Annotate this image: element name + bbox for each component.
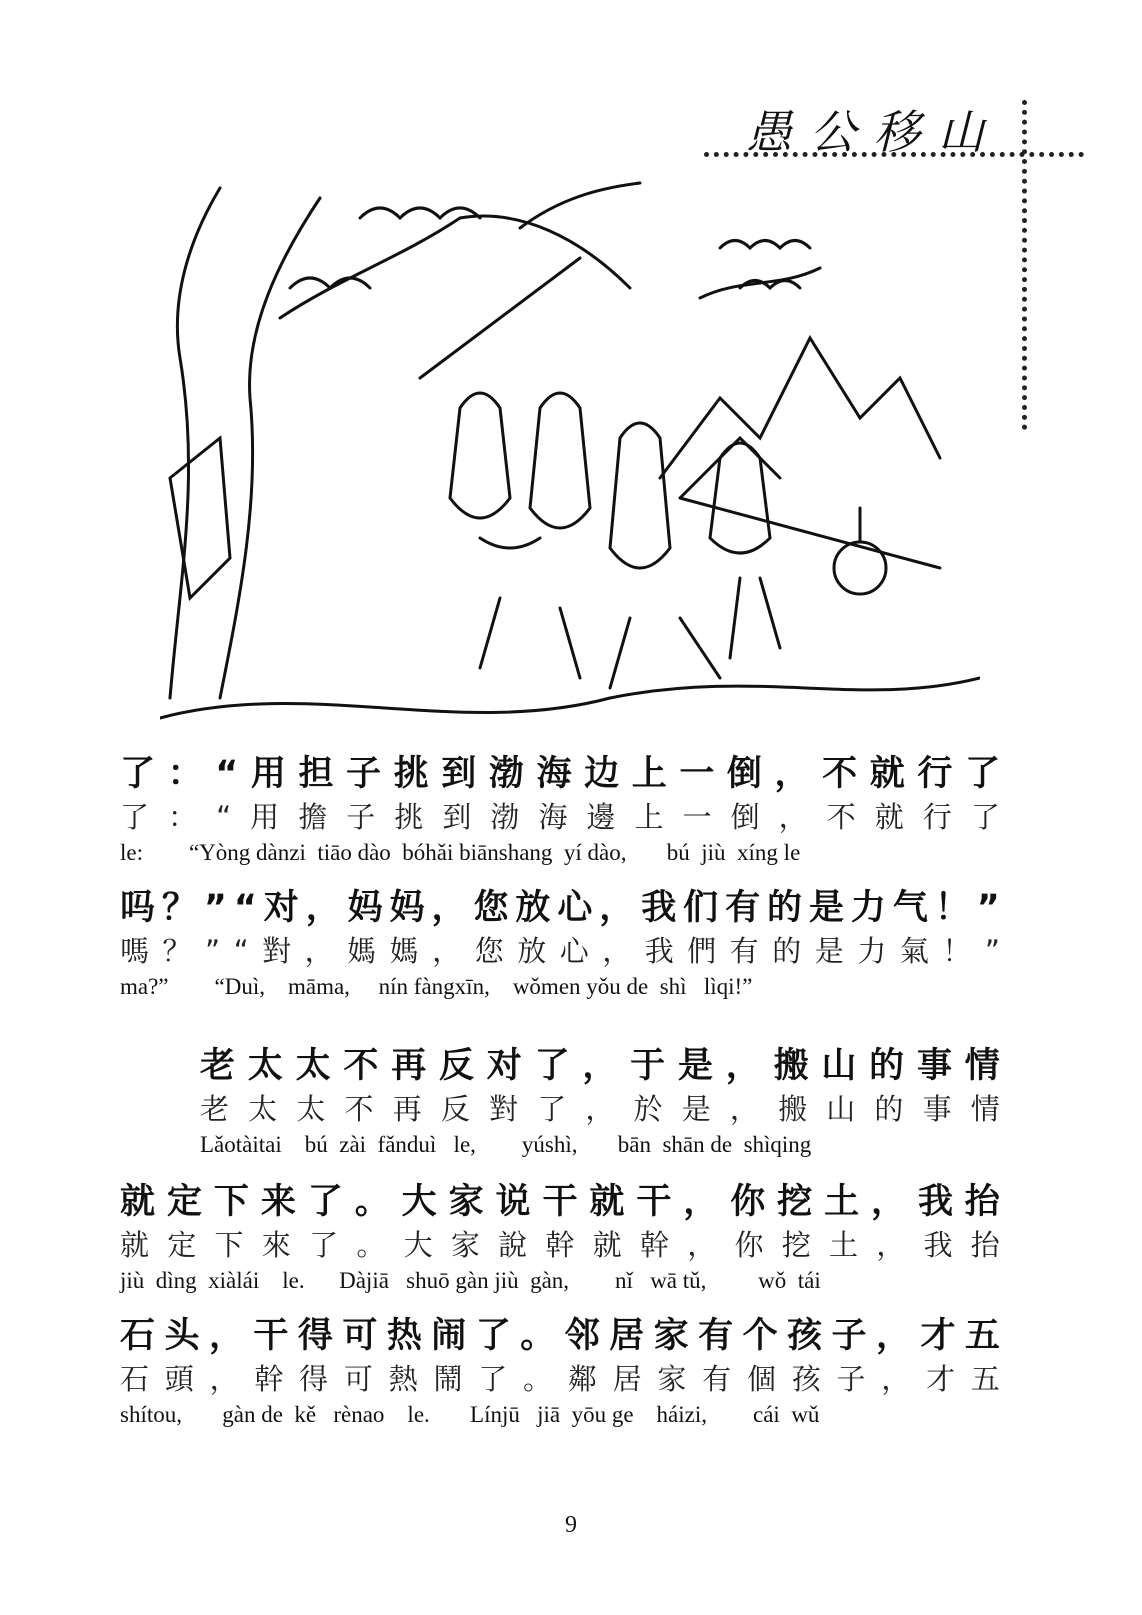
text-simplified-line xyxy=(120,886,1000,930)
text-traditional-line xyxy=(200,1090,1000,1128)
hanzi-char: 事 xyxy=(922,1092,952,1126)
hanzi-char: “ xyxy=(216,800,232,834)
hanzi-char: 我 xyxy=(641,888,677,928)
hanzi-char: 的 xyxy=(767,888,803,928)
hanzi-char: 行 xyxy=(917,754,953,794)
hanzi-char: 得 xyxy=(299,1362,329,1396)
hanzi-char: 有 xyxy=(698,1316,734,1356)
hanzi-char: 挖 xyxy=(777,1182,813,1222)
hanzi-char: 是 xyxy=(808,888,844,928)
hanzi-char: 氣 xyxy=(899,934,929,968)
hanzi-char: 海 xyxy=(536,754,572,794)
hanzi-char: 老 xyxy=(200,1046,236,1086)
hanzi-char: 干 xyxy=(542,1182,578,1222)
hanzi-char: 情 xyxy=(964,1046,1000,1086)
hanzi-char: ， xyxy=(432,934,462,968)
hanzi-char: ， xyxy=(431,888,467,928)
hanzi-char: 闹 xyxy=(431,1316,467,1356)
hanzi-char: 用 xyxy=(250,800,280,834)
hanzi-char: 山 xyxy=(826,1092,856,1126)
hanzi-char: 個 xyxy=(746,1362,776,1396)
hanzi-char: ， xyxy=(871,1182,907,1222)
hanzi-char: ， xyxy=(729,1092,759,1126)
hanzi-char: 。 xyxy=(520,1316,556,1356)
hanzi-char: ， xyxy=(305,888,341,928)
hanzi-char: 一 xyxy=(682,800,712,834)
hanzi-char: 是 xyxy=(677,1046,713,1086)
hanzi-char: 子 xyxy=(836,1362,866,1396)
hanzi-char: 嗎 xyxy=(120,934,150,968)
text-pinyin-line: jiù dìng xiàlái le. Dàjiā shuō gàn jiù gàn, nǐ wā tǔ, wǒ tái xyxy=(120,1268,821,1293)
hanzi-char: 就 xyxy=(120,1182,156,1222)
hanzi-char: 幹 xyxy=(545,1228,575,1262)
hanzi-char: 力 xyxy=(850,888,886,928)
hanzi-char: 家 xyxy=(657,1362,687,1396)
hanzi-char: 鄰 xyxy=(567,1362,597,1396)
text-traditional-line xyxy=(120,798,1000,836)
hanzi-char: 媽 xyxy=(389,934,419,968)
hanzi-char: 對 xyxy=(262,934,292,968)
hanzi-char: 妈 xyxy=(347,888,383,928)
hanzi-char: 定 xyxy=(166,1182,202,1222)
hanzi-char: 了 xyxy=(970,800,1000,834)
hanzi-char: 居 xyxy=(609,1316,645,1356)
hanzi-char: ， xyxy=(725,1046,761,1086)
hanzi-char: 一 xyxy=(679,754,715,794)
hanzi-char: 鬧 xyxy=(433,1362,463,1396)
hanzi-char: 不 xyxy=(826,800,856,834)
hanzi-char: 到 xyxy=(441,754,477,794)
hanzi-char: 五 xyxy=(964,1316,1000,1356)
hanzi-char: 了 xyxy=(478,1362,508,1396)
page-title: 愚公移山 xyxy=(746,105,1002,159)
hanzi-char: ， xyxy=(602,934,632,968)
text-simplified-line xyxy=(120,1314,1000,1358)
hanzi-char: 反 xyxy=(438,1046,474,1086)
hanzi-char: 熱 xyxy=(388,1362,418,1396)
hanzi-char: 我 xyxy=(923,1228,953,1262)
text-simplified-line xyxy=(200,1044,1000,1088)
hanzi-char: 了 xyxy=(120,754,156,794)
text-pinyin-line: shítou, gàn de kě rènao le. Línjū jiā yōu ge háizi, cái wǔ xyxy=(120,1402,820,1427)
text-traditional-line xyxy=(120,932,1000,970)
hanzi-char: 你 xyxy=(730,1182,766,1222)
hanzi-char: 于 xyxy=(630,1046,666,1086)
text-simplified-line xyxy=(120,752,1000,796)
dotted-divider-vertical xyxy=(1022,100,1027,430)
hanzi-char: ， xyxy=(778,800,808,834)
hanzi-char: 情 xyxy=(970,1092,1000,1126)
hanzi-char: ， xyxy=(599,888,635,928)
hanzi-char: 干 xyxy=(253,1316,289,1356)
page-number: 9 xyxy=(565,1512,577,1538)
text-traditional-line xyxy=(120,1360,1000,1398)
hanzi-char: ， xyxy=(683,1182,719,1222)
hanzi-char: 幹 xyxy=(639,1228,669,1262)
hanzi-char: 太 xyxy=(248,1092,278,1126)
hanzi-char: 於 xyxy=(633,1092,663,1126)
hanzi-char: 来 xyxy=(260,1182,296,1222)
hanzi-char: 了 xyxy=(309,1228,339,1262)
hanzi-char: ！ xyxy=(934,888,970,928)
hanzi-char: 上 xyxy=(634,800,664,834)
hanzi-char: 邊 xyxy=(586,800,616,834)
hanzi-char: 不 xyxy=(344,1092,374,1126)
hanzi-char: 挑 xyxy=(394,800,424,834)
hanzi-char: 太 xyxy=(296,1092,326,1126)
hanzi-char: 大 xyxy=(401,1182,437,1222)
hanzi-char: 土 xyxy=(828,1228,858,1262)
hanzi-char: ， xyxy=(208,1316,244,1356)
hanzi-char: 大 xyxy=(403,1228,433,1262)
hanzi-char: “ xyxy=(215,754,239,794)
hanzi-char: 您 xyxy=(474,934,504,968)
hanzi-char: 得 xyxy=(297,1316,333,1356)
hanzi-char: 到 xyxy=(442,800,472,834)
hanzi-char: 放 xyxy=(515,888,551,928)
hanzi-char: 担 xyxy=(298,754,334,794)
hanzi-char: ， xyxy=(774,754,810,794)
hanzi-char: 家 xyxy=(653,1316,689,1356)
hanzi-char: 太 xyxy=(295,1046,331,1086)
hanzi-char: ， xyxy=(582,1046,618,1086)
hanzi-char: ” xyxy=(205,934,221,968)
hanzi-char: 來 xyxy=(261,1228,291,1262)
hanzi-char: 對 xyxy=(489,1092,519,1126)
hanzi-char: 了 xyxy=(534,1046,570,1086)
hanzi-char: ， xyxy=(585,1092,615,1126)
ink-illustration-icon xyxy=(160,178,980,738)
hanzi-char: 有 xyxy=(725,888,761,928)
hanzi-char: 抬 xyxy=(970,1228,1000,1262)
hanzi-char: ？ xyxy=(162,934,192,968)
hanzi-char: 们 xyxy=(683,888,719,928)
hanzi-char: ： xyxy=(168,800,198,834)
hanzi-char: 上 xyxy=(631,754,667,794)
hanzi-char: 五 xyxy=(970,1362,1000,1396)
text-pinyin-line: ma?” “Duì, māma, nín fàngxīn, wǒmen yǒu de shì lìqi!” xyxy=(120,974,753,999)
hanzi-char: 说 xyxy=(495,1182,531,1222)
hanzi-char: 可 xyxy=(342,1316,378,1356)
hanzi-char: 是 xyxy=(814,934,844,968)
hanzi-char: 我 xyxy=(917,1182,953,1222)
hanzi-char: 渤 xyxy=(488,754,524,794)
hanzi-char: 。 xyxy=(523,1362,553,1396)
hanzi-char: 你 xyxy=(734,1228,764,1262)
hanzi-char: 的 xyxy=(869,1046,905,1086)
hanzi-char: 。 xyxy=(354,1182,390,1222)
hanzi-char: 是 xyxy=(681,1092,711,1126)
hanzi-char: 再 xyxy=(392,1092,422,1126)
hanzi-char: 太 xyxy=(247,1046,283,1086)
hanzi-char: 邻 xyxy=(564,1316,600,1356)
hanzi-char: 老 xyxy=(200,1092,230,1126)
hanzi-char: ， xyxy=(304,934,334,968)
hanzi-char: 孩 xyxy=(791,1362,821,1396)
hanzi-char: 可 xyxy=(343,1362,373,1396)
hanzi-char: ， xyxy=(687,1228,717,1262)
hanzi-char: ， xyxy=(876,1228,906,1262)
hanzi-char: ， xyxy=(875,1316,911,1356)
hanzi-char: 不 xyxy=(343,1046,379,1086)
hanzi-char: ！ xyxy=(942,934,972,968)
hanzi-char: 气 xyxy=(892,888,928,928)
hanzi-char: 热 xyxy=(386,1316,422,1356)
hanzi-char: 倒 xyxy=(730,800,760,834)
hanzi-char: 土 xyxy=(824,1182,860,1222)
hanzi-char: 才 xyxy=(920,1316,956,1356)
hanzi-char: 妈 xyxy=(389,888,425,928)
hanzi-char: 您 xyxy=(473,888,509,928)
hanzi-char: 石 xyxy=(120,1362,150,1396)
hanzi-char: 了 xyxy=(537,1092,567,1126)
hanzi-char: 山 xyxy=(821,1046,857,1086)
hanzi-char: 边 xyxy=(584,754,620,794)
hanzi-char: 了 xyxy=(475,1316,511,1356)
hanzi-char: 下 xyxy=(214,1228,244,1262)
hanzi-char: ” xyxy=(203,888,227,928)
hanzi-char: 挖 xyxy=(781,1228,811,1262)
hanzi-char: 事 xyxy=(916,1046,952,1086)
hanzi-char: 抬 xyxy=(964,1182,1000,1222)
hanzi-char: ？ xyxy=(161,888,197,928)
hanzi-char: 再 xyxy=(391,1046,427,1086)
hanzi-char: 海 xyxy=(538,800,568,834)
hanzi-char: 有 xyxy=(729,934,759,968)
hanzi-char: 就 xyxy=(869,754,905,794)
hanzi-char: 干 xyxy=(636,1182,672,1222)
hanzi-char: 媽 xyxy=(347,934,377,968)
hanzi-char: 子 xyxy=(831,1316,867,1356)
hanzi-char: 反 xyxy=(440,1092,470,1126)
hanzi-char: 定 xyxy=(167,1228,197,1262)
hanzi-char: 子 xyxy=(346,800,376,834)
hanzi-char: 心 xyxy=(557,888,593,928)
hanzi-char: 放 xyxy=(517,934,547,968)
text-simplified-line xyxy=(120,1180,1000,1224)
hanzi-char: 用 xyxy=(250,754,286,794)
hanzi-char: 孩 xyxy=(787,1316,823,1356)
hanzi-char: 。 xyxy=(356,1228,386,1262)
hanzi-char: 个 xyxy=(742,1316,778,1356)
hanzi-char: 家 xyxy=(450,1228,480,1262)
hanzi-char: 擔 xyxy=(298,800,328,834)
hanzi-char: 搬 xyxy=(773,1046,809,1086)
hanzi-char: 我 xyxy=(644,934,674,968)
hanzi-char: 就 xyxy=(592,1228,622,1262)
hanzi-char: 幹 xyxy=(254,1362,284,1396)
hanzi-char: 对 xyxy=(486,1046,522,1086)
hanzi-char: 頭 xyxy=(164,1362,194,1396)
hanzi-char: 就 xyxy=(120,1228,150,1262)
hanzi-char: “ xyxy=(233,934,249,968)
hanzi-char: 对 xyxy=(263,888,299,928)
hanzi-char: 倒 xyxy=(726,754,762,794)
hanzi-char: 的 xyxy=(874,1092,904,1126)
hanzi-char: 心 xyxy=(559,934,589,968)
dotted-divider-horizontal xyxy=(704,152,1084,157)
hanzi-char: “ xyxy=(233,888,257,928)
hanzi-char: 才 xyxy=(926,1362,956,1396)
hanzi-char: 的 xyxy=(772,934,802,968)
hanzi-char: 們 xyxy=(687,934,717,968)
hanzi-char: 不 xyxy=(822,754,858,794)
hanzi-char: 了 xyxy=(964,754,1000,794)
hanzi-char: 头 xyxy=(164,1316,200,1356)
text-pinyin-line: le: “Yòng dànzi tiāo dào bóhǎi biānshang yí dào, bú jiù xíng le xyxy=(120,840,801,865)
hanzi-char: 了 xyxy=(120,800,150,834)
hanzi-char: 下 xyxy=(213,1182,249,1222)
hanzi-char: 行 xyxy=(922,800,952,834)
hanzi-char: 力 xyxy=(857,934,887,968)
hanzi-char: 說 xyxy=(498,1228,528,1262)
hanzi-char: 有 xyxy=(702,1362,732,1396)
hanzi-char: ” xyxy=(976,888,1000,928)
hanzi-char: 家 xyxy=(448,1182,484,1222)
hanzi-char: 渤 xyxy=(490,800,520,834)
text-pinyin-line: Lǎotàitai bú zài fǎnduì le, yúshì, bān shān de shìqing xyxy=(200,1132,812,1157)
hanzi-char: ” xyxy=(984,934,1000,968)
hanzi-char: 了 xyxy=(307,1182,343,1222)
hanzi-char: ： xyxy=(167,754,203,794)
hanzi-char: ， xyxy=(209,1362,239,1396)
hanzi-char: ， xyxy=(881,1362,911,1396)
hanzi-char: 居 xyxy=(612,1362,642,1396)
hanzi-char: 搬 xyxy=(778,1092,808,1126)
hanzi-char: 子 xyxy=(346,754,382,794)
hanzi-char: 挑 xyxy=(393,754,429,794)
hanzi-char: 就 xyxy=(589,1182,625,1222)
text-traditional-line xyxy=(120,1226,1000,1264)
hanzi-char: 就 xyxy=(874,800,904,834)
hanzi-char: 石 xyxy=(120,1316,156,1356)
hanzi-char: 吗 xyxy=(120,888,156,928)
